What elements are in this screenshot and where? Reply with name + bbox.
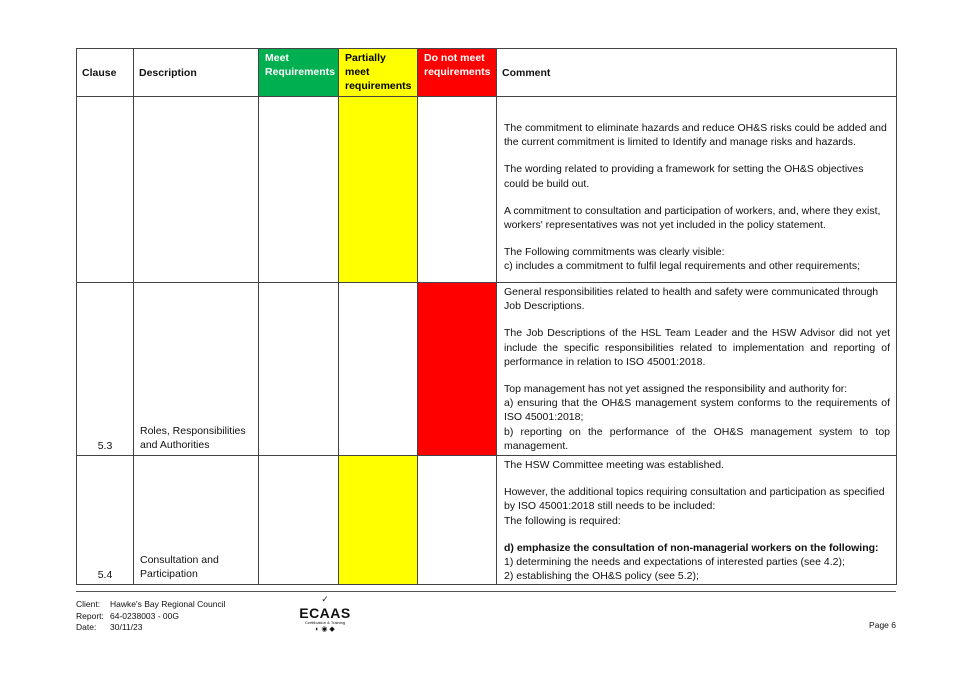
report-label: Report: bbox=[76, 610, 104, 621]
comment-paragraph: A commitment to consultation and participation of workers, and, where they exist, workers' representatives was not yet included in the policy statement. bbox=[504, 204, 881, 232]
status-partially-cell bbox=[339, 456, 418, 585]
comment-paragraph: General responsibilities related to health and safety were communicated through Job Descriptions. bbox=[504, 286, 879, 313]
checkmark-icon: ✓ bbox=[321, 594, 329, 604]
comment-paragraph: The commitment to eliminate hazards and reduce OH&S risks could be added and the current commitment is limited to Identify and manage risks and hazards. bbox=[504, 122, 887, 149]
table-row bbox=[77, 283, 897, 456]
comment-paragraph: 1) determining the needs and expectations of interested parties (see 4.2); bbox=[504, 556, 845, 569]
comment-paragraph: The wording related to providing a framework for setting the OH&S objectives could be build out. bbox=[504, 163, 864, 190]
status-not-meet-cell bbox=[418, 456, 497, 585]
table-row bbox=[77, 97, 897, 283]
report-value: 64-0238003 - 00G bbox=[110, 610, 179, 621]
table-row bbox=[77, 456, 897, 585]
comment-paragraph: a) ensuring that the OH&S management system conforms to the requirements of ISO 45001:2018; bbox=[504, 397, 890, 424]
page-number: Page 6 bbox=[869, 620, 896, 630]
assessment-table bbox=[76, 48, 897, 585]
row-clause bbox=[77, 97, 134, 283]
status-partially-cell bbox=[339, 97, 418, 283]
date-value: 30/11/23 bbox=[110, 622, 143, 632]
logo-tagline: Certification & Training bbox=[304, 620, 346, 625]
date-label: Date: bbox=[76, 622, 97, 632]
header-meet: Meet Requirements bbox=[259, 49, 339, 97]
header-partially: Partially meet requirements bbox=[339, 49, 418, 97]
status-meet-cell bbox=[259, 97, 339, 283]
client-value: Hawke's Bay Regional Council bbox=[110, 599, 226, 609]
comment-paragraph: 2) establishing the OH&S policy (see 5.2); bbox=[504, 570, 699, 583]
status-not-meet-cell bbox=[418, 97, 497, 283]
comment-paragraph: However, the additional topics requiring consultation and participation as specified by ISO 45001:2018 still needs to be included: bbox=[504, 486, 885, 513]
row-comment bbox=[497, 283, 897, 456]
header-clause: Clause bbox=[77, 49, 134, 97]
logo-name: ECAAS bbox=[299, 605, 351, 621]
status-meet-cell bbox=[259, 283, 339, 456]
row-description: Consultation and Participation bbox=[134, 456, 259, 585]
header-not-meet: Do not meet requirements bbox=[418, 49, 497, 97]
client-label: Client: bbox=[76, 599, 101, 609]
accreditation-badges-icon: ◐ ◉ ◆ bbox=[315, 626, 335, 633]
comment-paragraph: The following is required: bbox=[504, 514, 621, 527]
comment-paragraph: The HSW Committee meeting was established. bbox=[504, 459, 725, 471]
header-comment: Comment bbox=[497, 49, 897, 97]
row-comment bbox=[497, 456, 897, 585]
footer-client bbox=[76, 599, 226, 611]
footer-date bbox=[76, 622, 226, 634]
row-comment bbox=[497, 97, 897, 283]
status-meet-cell bbox=[259, 456, 339, 585]
row-description bbox=[134, 97, 259, 283]
header-description: Description bbox=[134, 49, 259, 97]
status-partially-cell bbox=[339, 283, 418, 456]
row-clause: 5.3 bbox=[77, 283, 134, 456]
comment-paragraph: Top management has not yet assigned the responsibility and authority for: bbox=[504, 383, 848, 396]
table-header-row bbox=[77, 49, 897, 97]
ecaas-logo bbox=[298, 594, 352, 642]
row-clause: 5.4 bbox=[77, 456, 134, 585]
row-description: Roles, Responsibilities and Authorities bbox=[134, 283, 259, 456]
footer-info bbox=[76, 599, 226, 634]
comment-paragraph: The Job Descriptions of the HSL Team Leader and the HSW Advisor did not yet include the specific responsibilities related to implementation and reporting of performance in relation to ISO 45001:2018. bbox=[504, 327, 890, 368]
comment-paragraph: c) includes a commitment to fulfil legal requirements and other requirements; bbox=[504, 260, 860, 273]
footer-report bbox=[76, 611, 226, 623]
status-not-meet-cell bbox=[418, 283, 497, 456]
comment-paragraph: The Following commitments was clearly visible: bbox=[504, 246, 725, 259]
page-footer bbox=[76, 591, 896, 633]
comment-paragraph: d) emphasize the consultation of non-managerial workers on the following: bbox=[504, 541, 879, 554]
comment-paragraph: b) reporting on the performance of the OH&S management system to top management. bbox=[504, 425, 890, 452]
